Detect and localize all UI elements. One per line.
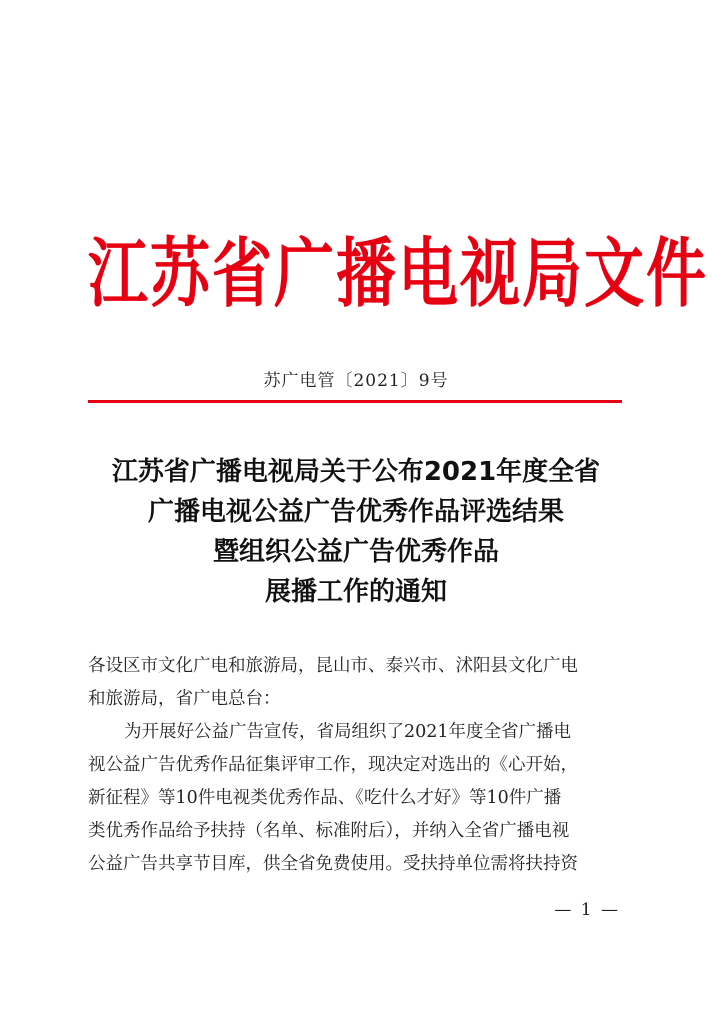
- body-line-5: 公益广告共享节目库，供全省免费使用。受扶持单位需将扶持资: [88, 854, 578, 874]
- document-body: [88, 650, 624, 881]
- body-line-1: 为开展好公益广告宣传，省局组织了2021年度全省广播电: [124, 722, 572, 742]
- body-line-4: 类优秀作品给予扶持（名单、标准附后），并纳入全省广播电视: [88, 821, 570, 841]
- body-line-2: 视公益广告优秀作品征集评审工作，现决定对选出的《心开始，: [88, 755, 578, 775]
- salutation-line-2: 和旅游局，省广电总台：: [88, 689, 281, 709]
- document-masthead: 江苏省广播电视局文件: [88, 230, 708, 319]
- document-title: [60, 452, 652, 612]
- document-number: 苏广电管〔2021〕9号: [263, 371, 449, 391]
- title-line-3: 暨组织公益广告优秀作品: [212, 537, 499, 567]
- salutation-line-1: 各设区市文化广电和旅游局，昆山市、泰兴市、沭阳县文化广电: [88, 656, 578, 676]
- title-line-2: 广播电视公益广告优秀作品评选结果: [147, 497, 564, 527]
- page-number: — 1 —: [554, 900, 620, 920]
- title-line-1: 江苏省广播电视局关于公布2021年度全省: [111, 457, 601, 487]
- red-divider-line: [88, 400, 622, 403]
- title-line-4: 展播工作的通知: [264, 577, 447, 607]
- body-line-3: 新征程》等10件电视类优秀作品、《吃什么才好》等10件广播: [88, 788, 562, 808]
